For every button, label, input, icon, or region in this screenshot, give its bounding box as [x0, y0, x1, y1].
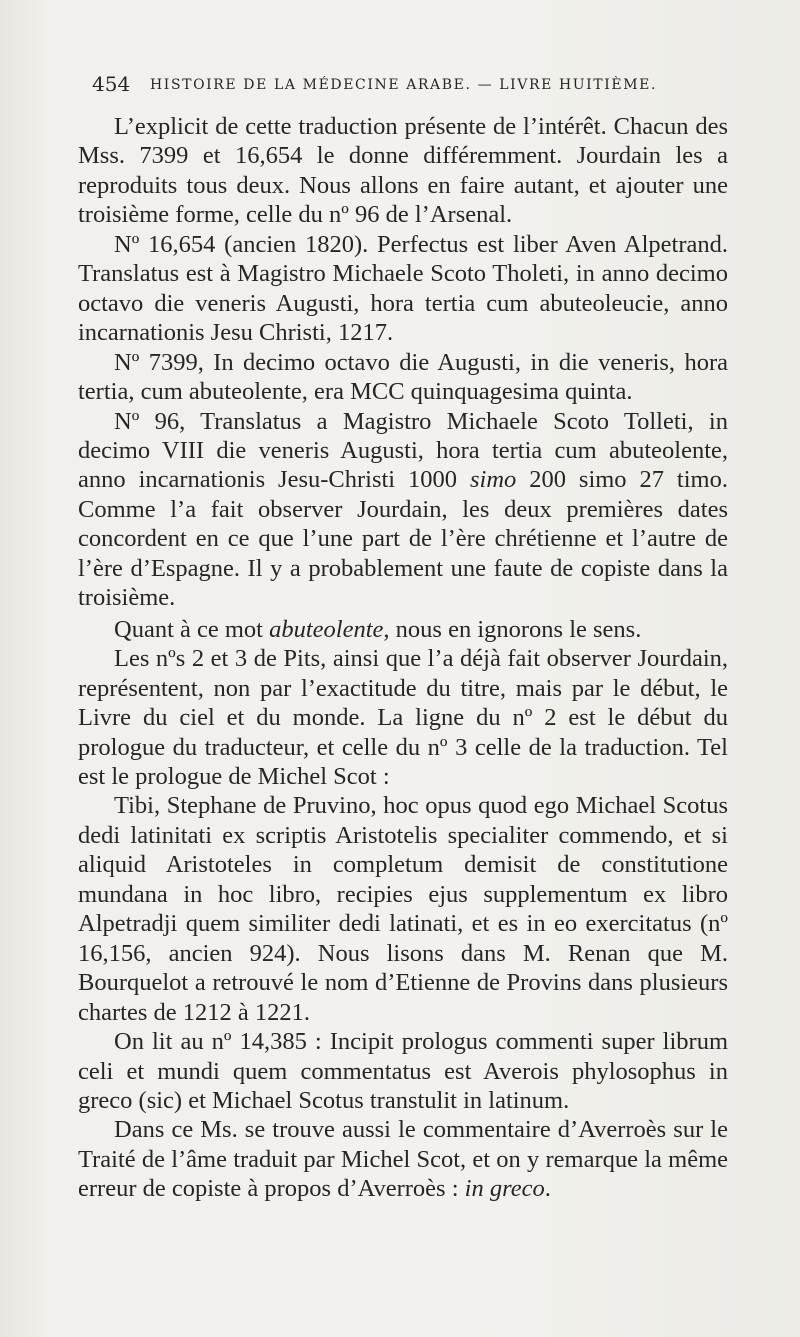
paragraph-abuteolente: [78, 615, 728, 644]
paragraph-pits: Les nºs 2 et 3 de Pits, ainsi que l’a déjà fait observer Jourdain, représentent, non par l’exactitude du titre, mais par le début, le Livre du ciel et du monde. La ligne du nº 2 est le début du prologue du traducteur, et celle du nº 3 celle de la traduction. Tel est le prologue de Michel Scot :: [78, 645, 728, 790]
italic-in-greco: in greco: [464, 1175, 545, 1203]
paragraph-ms-96-start: Nº 96, Translatus a Magistro Michaele Scoto Tolleti, in decimo VIII die veneris Augusti, hora tertia cum abuteolente, anno incarnationis Jesu-Christi 1000: [78, 407, 728, 494]
paragraph-averroes-end: .: [544, 1175, 551, 1203]
paragraph-averroes: [78, 1115, 728, 1203]
running-title: HISTOIRE DE LA MÉDECINE ARABE. — LIVRE HUITIÈME.: [150, 77, 657, 93]
body-text: [78, 112, 728, 1204]
italic-abuteolente: abuteolente: [269, 615, 384, 643]
paragraph-averroes-start: Dans ce Ms. se trouve aussi le commentaire d’Averroès sur le Traité de l’âme traduit par Michel Scot, et on y remarque la même erreur de copiste à propos d’Averroès :: [78, 1116, 728, 1203]
page-header: [92, 72, 712, 102]
italic-simo: simo: [469, 466, 517, 494]
paragraph-ms-14385: On lit au nº 14,385 : Incipit prologus commenti super librum celi et mundi quem commentatus est Averois phylosophus in greco (sic) et Michael Scotus transtulit in latinum.: [78, 1028, 728, 1114]
page-number: 454: [92, 72, 131, 96]
paragraph-explicit: L’explicit de cette traduction présente de l’intérêt. Chacun des Mss. 7399 et 16,654 le donne différemment. Jourdain les a reproduits tous deux. Nous allons en faire autant, et ajouter une troisième forme, celle du nº 96 de l’Arsenal.: [78, 113, 728, 229]
paragraph-ms-96: [78, 407, 728, 613]
paragraph-ms-16654: Nº 16,654 (ancien 1820). Perfectus est liber Aven Alpetrand. Translatus est à Magistro Michaele Scoto Tholeti, in anno decimo octavo die veneris Augusti, hora tertia cum abuteoleucie, anno incarnationis Jesu Christi, 1217.: [78, 230, 728, 347]
paragraph-ms-7399: Nº 7399, In decimo octavo die Augusti, in die veneris, hora tertia, cum abuteolente, era MCC quinquagesima quinta.: [78, 348, 728, 406]
paragraph-prologue: Tibi, Stephane de Pruvino, hoc opus quod ego Michael Scotus dedi latinitati ex scriptis Aristotelis specialiter commendo, et si aliquid Aristoteles in completum demisit de constitutione mundana in hoc libro, recipies ejus supplementum ex libro Alpetradji quem similiter dedi latinati, et es in eo exercitatus (nº 16,156, ancien 924). Nous lisons dans M. Renan que M. Bourquelot a retrouvé le nom d’Etienne de Provins dans plusieurs chartes de 1212 à 1221.: [78, 792, 728, 1026]
paragraph-ms-96-end: 200 simo 27 timo. Comme l’a fait observer Jourdain, les deux premières dates concordent en ce que l’une part de l’ère chrétienne et l’autre de l’ère d’Espagne. Il y a probablement une faute de copiste dans la troisième.: [78, 466, 728, 612]
paragraph-abuteolente-end: , nous en ignorons le sens.: [383, 615, 642, 643]
paragraph-abuteolente-start: Quant à ce mot: [114, 615, 270, 643]
